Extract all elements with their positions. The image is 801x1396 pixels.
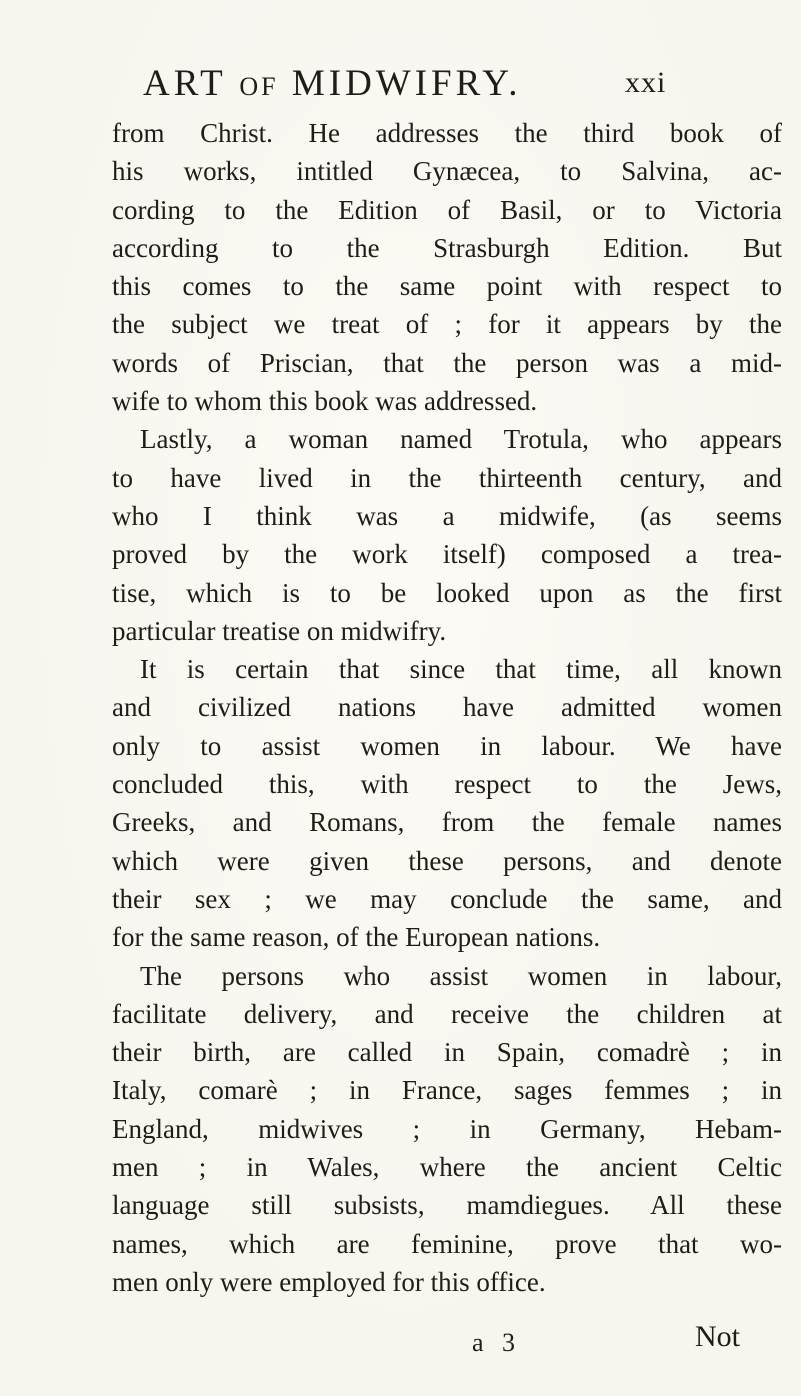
text-line: particular treatise on midwifry. — [112, 615, 447, 646]
text-line: men only were employed for this office. — [112, 1266, 546, 1297]
text-line: his works, intitled Gynæcea, to Salvina, ac- — [112, 156, 782, 187]
text-line: tise, which is to be looked upon as the first — [112, 577, 782, 608]
text-line: to have lived in the thirteenth century, and — [112, 462, 782, 493]
running-head-title-left: ART — [143, 63, 240, 104]
text-line: from Christ. He addresses the third book of — [112, 118, 782, 148]
text-line: according to the Strasburgh Edition. But — [112, 232, 782, 263]
catchword: Not — [695, 1320, 740, 1353]
text-line: Greeks, and Romans, from the female names — [112, 807, 782, 838]
running-head-title-right: MIDWIFRY. — [278, 63, 522, 104]
text-line: for the same reason, of the European nations. — [112, 922, 601, 953]
text-line: It is certain that since that time, all known — [140, 654, 782, 685]
text-line: only to assist women in labour. We have — [112, 730, 782, 761]
text-line: the subject we treat of ; for it appears by the — [112, 309, 782, 340]
running-head-title-of: OF — [239, 72, 279, 101]
running-head-title — [143, 62, 521, 105]
text-line: Lastly, a woman named Trotula, who appears — [140, 424, 782, 455]
text-line: The persons who assist women in labour, — [140, 960, 782, 991]
text-line: who I think was a midwife, (as seems — [112, 500, 782, 531]
text-line: and civilized nations have admitted women — [112, 692, 782, 723]
text-line: this comes to the same point with respect to — [112, 271, 782, 302]
text-line: Italy, comarè ; in France, sages femmes ; in — [112, 1075, 782, 1106]
text-line: which were given these persons, and denote — [112, 845, 782, 876]
text-line: England, midwives ; in Germany, Hebam- — [112, 1113, 782, 1144]
text-line: proved by the work itself) composed a trea- — [112, 539, 782, 570]
text-line: names, which are feminine, prove that wo- — [112, 1228, 782, 1259]
text-line: words of Priscian, that the person was a mid- — [112, 347, 782, 378]
text-line: men ; in Wales, where the ancient Celtic — [112, 1152, 782, 1183]
text-line: concluded this, with respect to the Jews, — [112, 769, 782, 800]
body-text — [112, 114, 782, 1301]
text-line: language still subsists, mamdiegues. All these — [112, 1190, 782, 1221]
page-footer — [0, 1320, 801, 1370]
page-number: xxi — [625, 66, 667, 99]
text-line: their birth, are called in Spain, comadrè ; in — [112, 1037, 782, 1068]
text-line: cording to the Edition of Basil, or to Victoria — [112, 194, 782, 225]
running-head — [143, 62, 783, 112]
text-line: wife to whom this book was addressed. — [112, 386, 538, 417]
text-line: facilitate delivery, and receive the children at — [112, 998, 782, 1029]
signature-mark: a 3 — [472, 1328, 522, 1357]
text-line: their sex ; we may conclude the same, and — [112, 883, 782, 914]
